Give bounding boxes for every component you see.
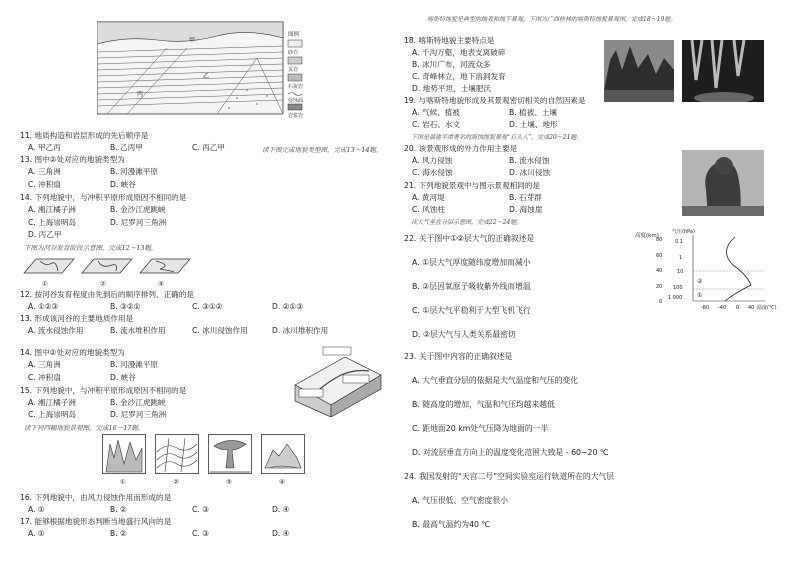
legend-erosion-surface: 侵蚀面 bbox=[288, 98, 304, 104]
atmo-x-0: 0 bbox=[736, 305, 740, 311]
atmo-ylabel: 高度(km) bbox=[635, 233, 659, 239]
q16-stem: 16. 下列地貌中，由风力侵蚀作用而形成的是 bbox=[20, 493, 172, 502]
q22-opt-a[interactable]: A. ①层大气厚度随纬度增加而减小 bbox=[412, 258, 531, 267]
legend-limestone: 石灰岩 bbox=[288, 84, 304, 90]
q12-stem: 12. 按河谷发育程度由先到后的顺序排列，正确的是 bbox=[20, 290, 194, 299]
stage-label-1: ① bbox=[42, 280, 48, 288]
q17-opt-b[interactable]: B. ② bbox=[110, 529, 127, 538]
q12-note: 读下图完成地貌类型图，完成13～14题。 bbox=[262, 146, 383, 154]
q17-stem: 17. 能够根据地貌形态判断当地盛行风向的是 bbox=[20, 517, 172, 526]
q16-opt-d[interactable]: D. ④ bbox=[272, 505, 290, 514]
q14-opt-d[interactable]: D. 峡谷 bbox=[110, 373, 136, 382]
q14-opt-a[interactable]: A. 三角洲 bbox=[28, 360, 61, 369]
q14a-stem: 14. 下列地貌中，与冲积平原形成原因不相同的是 bbox=[20, 193, 187, 202]
q19-opt-d[interactable]: D. 土壤、地形 bbox=[509, 120, 558, 129]
legend-shale: 页岩 bbox=[288, 67, 299, 73]
q16-opt-c[interactable]: C. ③ bbox=[192, 505, 209, 514]
stage-label-3: ③ bbox=[158, 280, 164, 288]
fig-label-2: ② bbox=[173, 478, 179, 486]
fig-label-1: ① bbox=[120, 478, 126, 486]
q16-opt-a[interactable]: A. ① bbox=[28, 505, 45, 514]
q18-opt-c[interactable]: C. 奇峰林立，地下溶洞发育 bbox=[412, 72, 506, 81]
stone-man-photo bbox=[682, 150, 764, 216]
q20-stem: 20. 该景观形成的外力作用主要是 bbox=[404, 144, 518, 153]
q16-opt-b[interactable]: B. ② bbox=[110, 505, 127, 514]
q13a-opt-b[interactable]: B. 河漫滩平原 bbox=[110, 167, 159, 176]
q14a-opt-a[interactable]: A. 湘江橘子洲 bbox=[28, 205, 76, 214]
q11-opt-b[interactable]: B. 乙丙甲 bbox=[110, 143, 143, 152]
atmo-x-40: 40 bbox=[748, 305, 755, 311]
atmo-p-100: 100 bbox=[673, 285, 683, 291]
q17-opt-a[interactable]: A. ① bbox=[28, 529, 45, 538]
q18-opt-d[interactable]: D. 地势平坦，土壤肥沃 bbox=[412, 84, 492, 93]
label-yi: 乙 bbox=[203, 73, 210, 80]
q24-opt-a[interactable]: A. 气压很低、空气密度很小 bbox=[412, 496, 508, 505]
q16-note: 读下列四幅地貌景观图，完成16～17题。 bbox=[24, 424, 145, 432]
q13a-stem: 13. 图中②处对应的地貌类型为 bbox=[20, 155, 125, 164]
q19-stem: 19. 与喀斯特地貌形成及其景观密切相关的自然因素是 bbox=[404, 96, 586, 105]
q22-stem: 22. 关于图中①②层大气的正确叙述是 bbox=[404, 234, 535, 243]
q23-stem: 23. 关于图中内容的正确叙述是 bbox=[404, 352, 513, 361]
right-column bbox=[397, 0, 794, 561]
q20-opt-a[interactable]: A. 风力侵蚀 bbox=[412, 156, 453, 165]
q20-opt-c[interactable]: C. 海水侵蚀 bbox=[412, 168, 453, 177]
q12-opt-c[interactable]: C. ③①② bbox=[192, 302, 223, 311]
atmo-x-m40: -40 bbox=[718, 305, 727, 311]
q11-opt-c[interactable]: C. 丙乙甲 bbox=[192, 143, 225, 152]
q13a-opt-c[interactable]: C. 冲积扇 bbox=[28, 180, 61, 189]
q24-opt-b[interactable]: B. 最高气温约为40 ℃ bbox=[412, 520, 491, 529]
q15-opt-a[interactable]: A. 湘江橘子洲 bbox=[28, 398, 76, 407]
q14-opt-b[interactable]: B. 河漫滩平原 bbox=[110, 360, 159, 369]
stone-man-note: 下图是福建平潭著名的海蚀地貌景观“石头人”，完成20～21题。 bbox=[411, 134, 583, 141]
q11-opt-a[interactable]: A. 甲乙丙 bbox=[28, 143, 61, 152]
atmo-h-40: 40 bbox=[656, 268, 663, 274]
q13-opt-b[interactable]: B. 流水堆积作用 bbox=[110, 326, 166, 335]
q15-opt-b[interactable]: B. 金沙江虎跳峡 bbox=[110, 398, 166, 407]
q13-opt-c[interactable]: C. 冰川侵蚀作用 bbox=[192, 326, 248, 335]
q13a-opt-d[interactable]: D. 峡谷 bbox=[110, 180, 136, 189]
q22-opt-d[interactable]: D. ②层大气与人类关系最密切 bbox=[412, 330, 516, 339]
q18-stem: 18. 喀斯特地貌主要特点是 bbox=[404, 36, 495, 45]
atmo-h-0: 0 bbox=[659, 299, 663, 305]
q14a-opt-c[interactable]: C. 上海崇明岛 bbox=[28, 218, 77, 227]
q14a-opt-b[interactable]: B. 金沙江虎跳峡 bbox=[110, 205, 166, 214]
q17-opt-c[interactable]: C. ③ bbox=[192, 529, 209, 538]
q19-opt-a[interactable]: A. 气候、植被 bbox=[412, 108, 460, 117]
q22-opt-b[interactable]: B. ②层因氧原子吸收紫外线而增温 bbox=[412, 282, 531, 291]
atmo-p-01: 0.1 bbox=[675, 239, 683, 245]
q14-opt-c[interactable]: C. 冲积扇 bbox=[28, 373, 61, 382]
atmo-ylabel2: 气压(hPa) bbox=[672, 229, 695, 235]
q12-opt-a[interactable]: A. ①②③ bbox=[28, 302, 59, 311]
q14-stem: 14. 图中②处对应的地貌类型为 bbox=[20, 348, 125, 357]
q21-opt-b[interactable]: B. 石芽群 bbox=[509, 193, 542, 202]
label-jia: 甲 bbox=[189, 37, 196, 44]
atmosphere-profile-chart bbox=[635, 225, 785, 315]
geologic-section-diagram bbox=[97, 18, 317, 118]
q15-opt-c[interactable]: C. 上海崇明岛 bbox=[28, 410, 77, 419]
q12-opt-b[interactable]: B. ③②① bbox=[110, 302, 141, 311]
legend-title: 图例 bbox=[288, 32, 300, 38]
q15-stem: 15. 下列地貌中，与冲积平原形成原因不相同的是 bbox=[20, 386, 187, 395]
river-block-diagram bbox=[285, 345, 385, 417]
q23-opt-d[interactable]: D. 对流层垂直方向上的温度变化范围大致是 - 60~20 ℃ bbox=[412, 448, 609, 457]
q20-opt-b[interactable]: B. 流水侵蚀 bbox=[509, 156, 550, 165]
q21-opt-d[interactable]: D. 海蚀崖 bbox=[509, 205, 543, 214]
atmo-xlabel: 温度(℃) bbox=[757, 305, 777, 311]
atmo-h-20: 20 bbox=[656, 284, 663, 290]
landform-sketch-3 bbox=[208, 434, 252, 474]
fig-label-4: ④ bbox=[279, 478, 285, 486]
atmo-h-80: 80 bbox=[656, 237, 663, 243]
landform-sketch-4 bbox=[261, 434, 305, 474]
extra-opt[interactable]: D. 丙乙甲 bbox=[28, 230, 62, 239]
q12-opt-d[interactable]: D. ②①③ bbox=[272, 302, 304, 311]
label-bing: 丙 bbox=[137, 91, 144, 98]
q15-note: 下图为河谷发育阶段示意图，完成12～13题。 bbox=[24, 244, 158, 252]
fig-label-3: ③ bbox=[226, 478, 232, 486]
legend-magmatic-rock: 岩浆岩 bbox=[288, 113, 304, 118]
q11-stem: 11. 地质构造和岩层形成的先后顺序是 bbox=[20, 131, 149, 140]
q21-stem: 21. 下列地貌景观中与图示景观相同的是 bbox=[404, 181, 540, 190]
atmosphere-note: 读大气垂直分层示意图，完成22～24题。 bbox=[411, 219, 523, 226]
q13-stem: 13. 形成该河谷的主要地质作用是 bbox=[20, 314, 134, 323]
q24-stem: 24. 我国发射的“天宫二号”空间实验室运行轨道所在的大气层 bbox=[404, 472, 615, 481]
q23-opt-c[interactable]: C. 距地面20 km处气压降为地面的一半 bbox=[412, 424, 549, 433]
q18-opt-b[interactable]: B. 冰川广布，河流众多 bbox=[412, 60, 491, 69]
karst-note: 喀斯特地貌是典型的地表和地下景观，下图为广西桂林的喀斯特地貌景观图，完成18～19题。 bbox=[427, 16, 677, 23]
q21-opt-c[interactable]: C. 风蚀柱 bbox=[412, 205, 445, 214]
karst-peaks-photo bbox=[604, 40, 674, 102]
atmo-x-m80: -80 bbox=[701, 305, 710, 311]
q22-opt-c[interactable]: C. ①层大气平稳利于大型飞机飞行 bbox=[412, 306, 531, 315]
atmo-p-10: 10 bbox=[677, 269, 684, 275]
q13a-opt-a[interactable]: A. 三角洲 bbox=[28, 167, 61, 176]
landform-sketch-1 bbox=[102, 434, 146, 474]
q14a-opt-d[interactable]: D. 尼罗河三角洲 bbox=[110, 218, 167, 227]
q23-opt-b[interactable]: B. 随高度的增加，气温和气压均越来越低 bbox=[412, 400, 555, 409]
stage-label-2: ② bbox=[100, 280, 106, 288]
atmo-layer-1: ① bbox=[697, 292, 703, 299]
atmo-p-1000: 1 000 bbox=[668, 295, 683, 301]
karst-cave-photo bbox=[682, 40, 764, 102]
q21-opt-a[interactable]: A. 黄河堤 bbox=[412, 193, 445, 202]
atmo-layer-2: ② bbox=[697, 278, 703, 285]
q19-opt-b[interactable]: B. 植被、土壤 bbox=[509, 108, 558, 117]
q20-opt-d[interactable]: D. 冰川侵蚀 bbox=[509, 168, 551, 177]
river-valley-stages bbox=[22, 253, 192, 281]
q18-opt-a[interactable]: A. 千沟万壑，地表支离破碎 bbox=[412, 48, 506, 57]
q13-opt-a[interactable]: A. 流水侵蚀作用 bbox=[28, 326, 84, 335]
q13-opt-d[interactable]: D. 冰川堆积作用 bbox=[272, 326, 329, 335]
atmo-h-60: 60 bbox=[656, 253, 663, 259]
q17-opt-d[interactable]: D. ④ bbox=[272, 529, 290, 538]
q15-opt-d[interactable]: D. 尼罗河三角洲 bbox=[110, 410, 167, 419]
q19-opt-c[interactable]: C. 岩石、水文 bbox=[412, 120, 461, 129]
q23-opt-a[interactable]: A. 大气垂直分层的依据是大气温度和气压的变化 bbox=[412, 376, 579, 385]
atmo-p-1: 1 bbox=[679, 255, 683, 261]
legend-sandstone: 砂岩 bbox=[288, 50, 299, 56]
landform-sketch-2 bbox=[155, 434, 199, 474]
